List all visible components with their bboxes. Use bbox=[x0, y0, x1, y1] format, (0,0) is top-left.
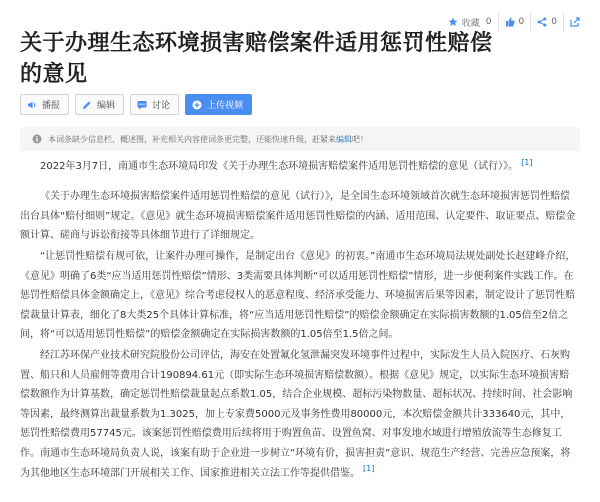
notice-edit-link[interactable]: 编辑 bbox=[336, 134, 352, 144]
collect-count: 0 bbox=[485, 17, 492, 27]
citation-link[interactable]: [1] bbox=[521, 157, 533, 167]
paragraph-2 bbox=[20, 187, 578, 246]
pencil-icon bbox=[82, 100, 92, 110]
chat-icon bbox=[137, 100, 147, 110]
thumbs-up-icon bbox=[505, 17, 515, 27]
share-alt-icon bbox=[570, 17, 580, 27]
paragraph-text: 2022年3月7日，南通市生态环境局印发《关于办理生态环境损害赔偿案件适用惩罚性赔偿的意见（试行）》。 bbox=[40, 161, 519, 172]
citation-link[interactable]: [1] bbox=[363, 464, 375, 474]
speaker-icon bbox=[27, 100, 37, 110]
edit-label: 编辑 bbox=[97, 101, 116, 111]
info-icon bbox=[32, 134, 42, 144]
edit-button[interactable] bbox=[75, 94, 124, 115]
share-icon bbox=[537, 17, 547, 27]
notice-text: 本词条缺少信息栏、概述图，补充相关内容使词条更完整，还能快速升级，赶紧来 bbox=[48, 134, 336, 144]
broadcast-label: 播报 bbox=[42, 101, 61, 111]
plus-circle-icon bbox=[192, 100, 202, 110]
more-button[interactable] bbox=[563, 12, 590, 32]
broadcast-button[interactable] bbox=[20, 94, 69, 115]
share-count: 0 bbox=[551, 17, 557, 27]
discuss-label: 讨论 bbox=[152, 101, 171, 111]
notice-bar bbox=[20, 127, 580, 151]
collect-label: 收藏 bbox=[461, 18, 480, 29]
paragraph-text: 南通市生态环境局负责人说，该案有助于企业进一步树立“环境有价，损害担责”意识、规范生产经营、完善应急预案，将为其他地区生态环境部门开展相关工作、国家推进相关立法工作等提供借鉴。 bbox=[20, 448, 571, 479]
action-bar bbox=[20, 94, 252, 115]
paragraph-text: 《关于办理生态环境损害赔偿案件适用惩罚性赔偿的意见（试行）》，是全国生态环境领域首次就生态环境损害惩罚性赔偿出台具体“赔付细则”规定。《意见》就生态环境损害赔偿案件适用惩罚性赔偿的内涵、适用范围、认定要件、取证要点、赔偿金额计算、磋商与诉讼衔接等具体细节进行了详细规定。 bbox=[20, 191, 576, 241]
paragraph-text: 经江苏环保产业技术研究院股份公司评估，海安在处置氟化氢泄漏突发环境事件过程中，实际发生人员入院医疗、石灰购置、船只和人员雇佣等费用合计190894.61元（即实际生态环境损害赔偿数额）。根据《意见》规定，以实际生态环境损害赔偿数额作为计算基数，确定惩罚性赔偿裁量起点系数1.05，结合企业规模、超标污染物数量、超标状况、持续时间、社会影响等因素，最终测算出裁量系数为1.3025，加上专家费5000元及事务性费用80000元，本次赔偿金额共计333640元，其中，惩罚性赔偿费用57745元。该案惩罚性赔偿费用后续将用于购置鱼苗、设置鱼窝、对事发地水域进行增殖放流等生态修复工作。 bbox=[20, 350, 573, 459]
discuss-button[interactable] bbox=[130, 94, 179, 115]
paragraph-3 bbox=[20, 247, 578, 345]
share-button[interactable] bbox=[530, 12, 563, 32]
notice-suffix: 吧！ bbox=[352, 134, 368, 144]
upload-video-button[interactable] bbox=[185, 94, 252, 115]
paragraph-5 bbox=[20, 444, 578, 483]
paragraph-1 bbox=[20, 157, 578, 177]
star-icon bbox=[448, 17, 458, 27]
like-count: 0 bbox=[518, 17, 525, 27]
page-title: 关于办理生态环境损害赔偿案件适用惩罚性赔偿的意见 bbox=[20, 31, 493, 87]
upload-video-label: 上传视频 bbox=[207, 101, 244, 111]
paragraph-text: “让惩罚性赔偿有规可依，让案件办理可操作，是制定出台《意见》的初衷。”南通市生态环境局法规处副处长赵建峰介绍，《意见》明确了6类“应当适用惩罚性赔偿”情形、3类需要具体判断“可以适用惩罚性赔偿”情形，进一步便利案件实践工作。在惩罚性赔偿具体金额确定上，《意见》综合考虑侵权人的恶意程度、经济承受能力、环境损害后果等因素，制定设计了惩罚性赔偿裁量计算表，细化了8大类25个具体计算标准，将“应当适用惩罚性赔偿”的赔偿金额确定在实际损害数额的1.05倍至2倍之间，将“可以适用惩罚性赔偿”的赔偿金额确定在实际损害数额的1.05倍至1.5倍之间。 bbox=[20, 251, 576, 340]
